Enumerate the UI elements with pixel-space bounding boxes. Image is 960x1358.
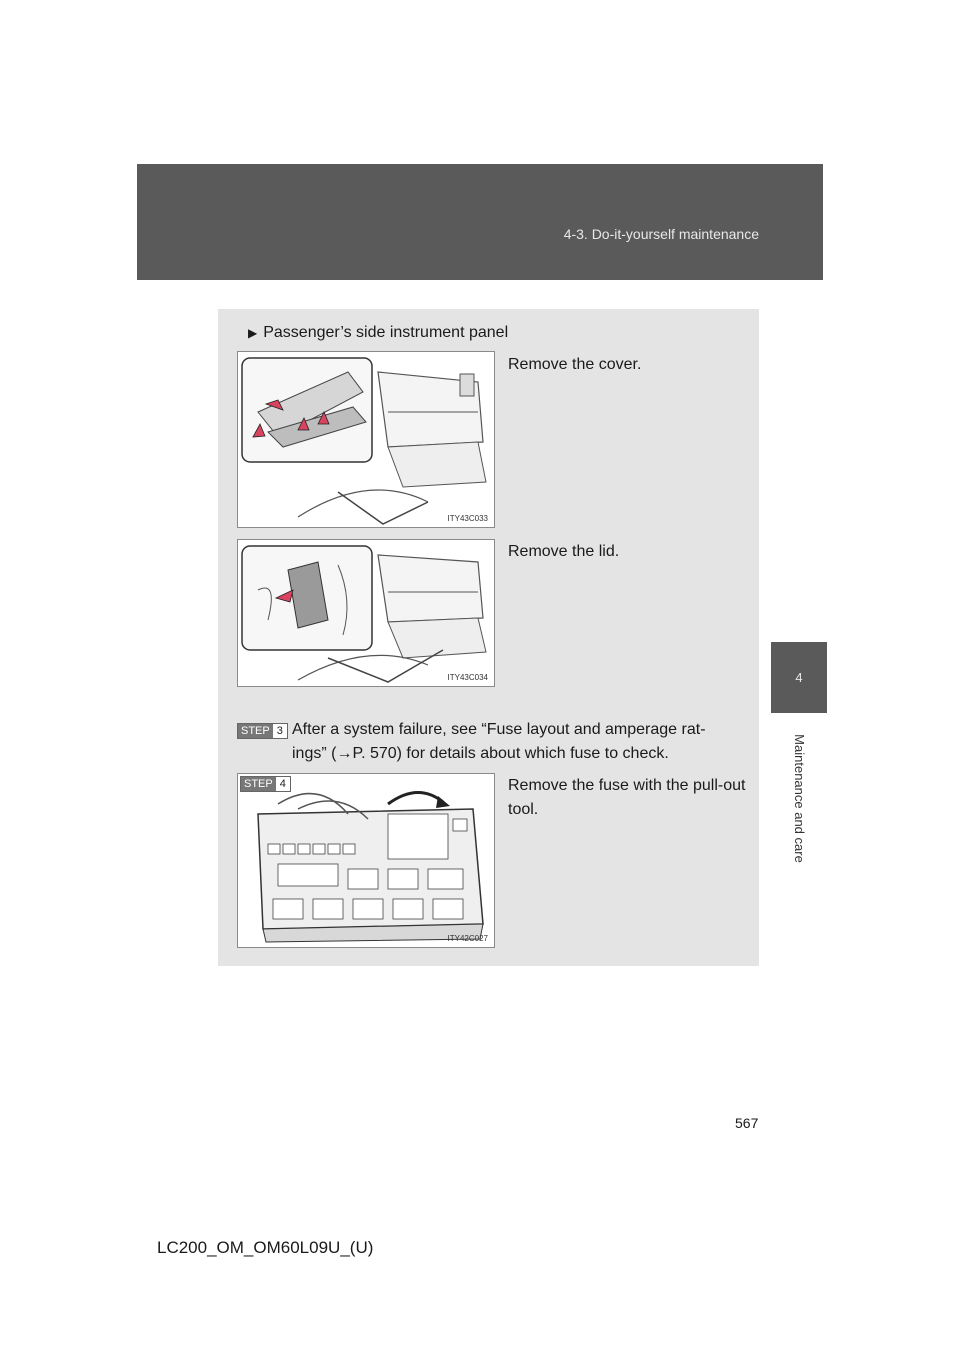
- step-4-text: Remove the fuse with the pull-out tool.: [508, 777, 746, 818]
- step-4-badge: STEP 4: [240, 776, 291, 792]
- step-3-line-1: After a system failure, see “Fuse layout and amperage rat-: [292, 721, 706, 738]
- dashboard-cover-illustration: [238, 352, 494, 527]
- chapter-tab-number[interactable]: 4: [771, 642, 827, 713]
- figure-code: ITY43C033: [447, 514, 488, 523]
- fuse-box-illustration: [238, 774, 494, 947]
- step-remove-cover: Remove the cover.: [508, 356, 642, 373]
- step-3-line-2: ings” (→P. 570) for details about which fuse to check.: [292, 745, 669, 762]
- chapter-tab-label: [771, 713, 827, 883]
- header-band: [137, 164, 823, 280]
- figure-remove-cover: [237, 351, 495, 528]
- page-number: 567: [735, 1115, 759, 1131]
- section-title: 4-3. Do-it-yourself maintenance: [563, 226, 759, 242]
- triangle-marker-icon: ▶: [248, 326, 258, 340]
- instruction-panel: [218, 309, 759, 966]
- figure-fuse-box: [237, 773, 495, 948]
- figure-code: ITY43C034: [447, 673, 488, 682]
- figure-code: ITY42C027: [447, 934, 488, 943]
- step-remove-lid: Remove the lid.: [508, 543, 620, 560]
- step-3-text: [292, 718, 762, 766]
- step-3-badge: STEP 3: [237, 723, 288, 739]
- step-3: [237, 718, 706, 762]
- subhead: [248, 324, 508, 342]
- figure-remove-lid: [237, 539, 495, 687]
- fuse-box-lid-illustration: [238, 540, 494, 686]
- chapter-tab-label-text: Maintenance and care: [791, 733, 807, 863]
- manual-code: LC200_OM_OM60L09U_(U): [157, 1238, 374, 1257]
- subhead-text: Passenger’s side instrument panel: [263, 324, 509, 341]
